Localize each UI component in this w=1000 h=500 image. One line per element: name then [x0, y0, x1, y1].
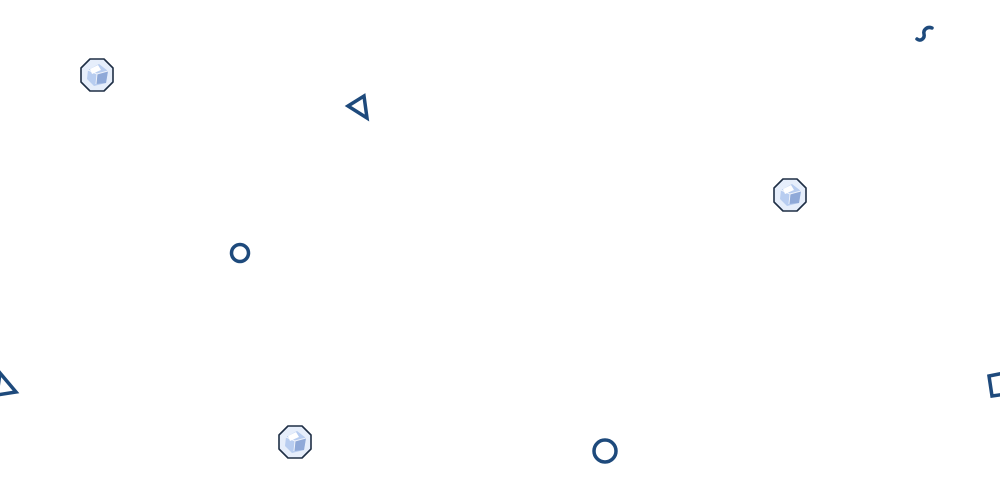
crystal-gem-icon[interactable] — [772, 177, 808, 213]
crystal-gem-icon[interactable] — [277, 424, 313, 460]
triangle-outline-icon — [0, 368, 22, 398]
crystal-gem-icon[interactable] — [79, 57, 115, 93]
circle-outline-icon — [590, 436, 620, 466]
square-outline-icon — [984, 370, 1000, 400]
circle-outline-icon — [228, 241, 252, 265]
squiggle-icon — [912, 22, 938, 44]
triangle-outline-icon — [342, 92, 372, 122]
